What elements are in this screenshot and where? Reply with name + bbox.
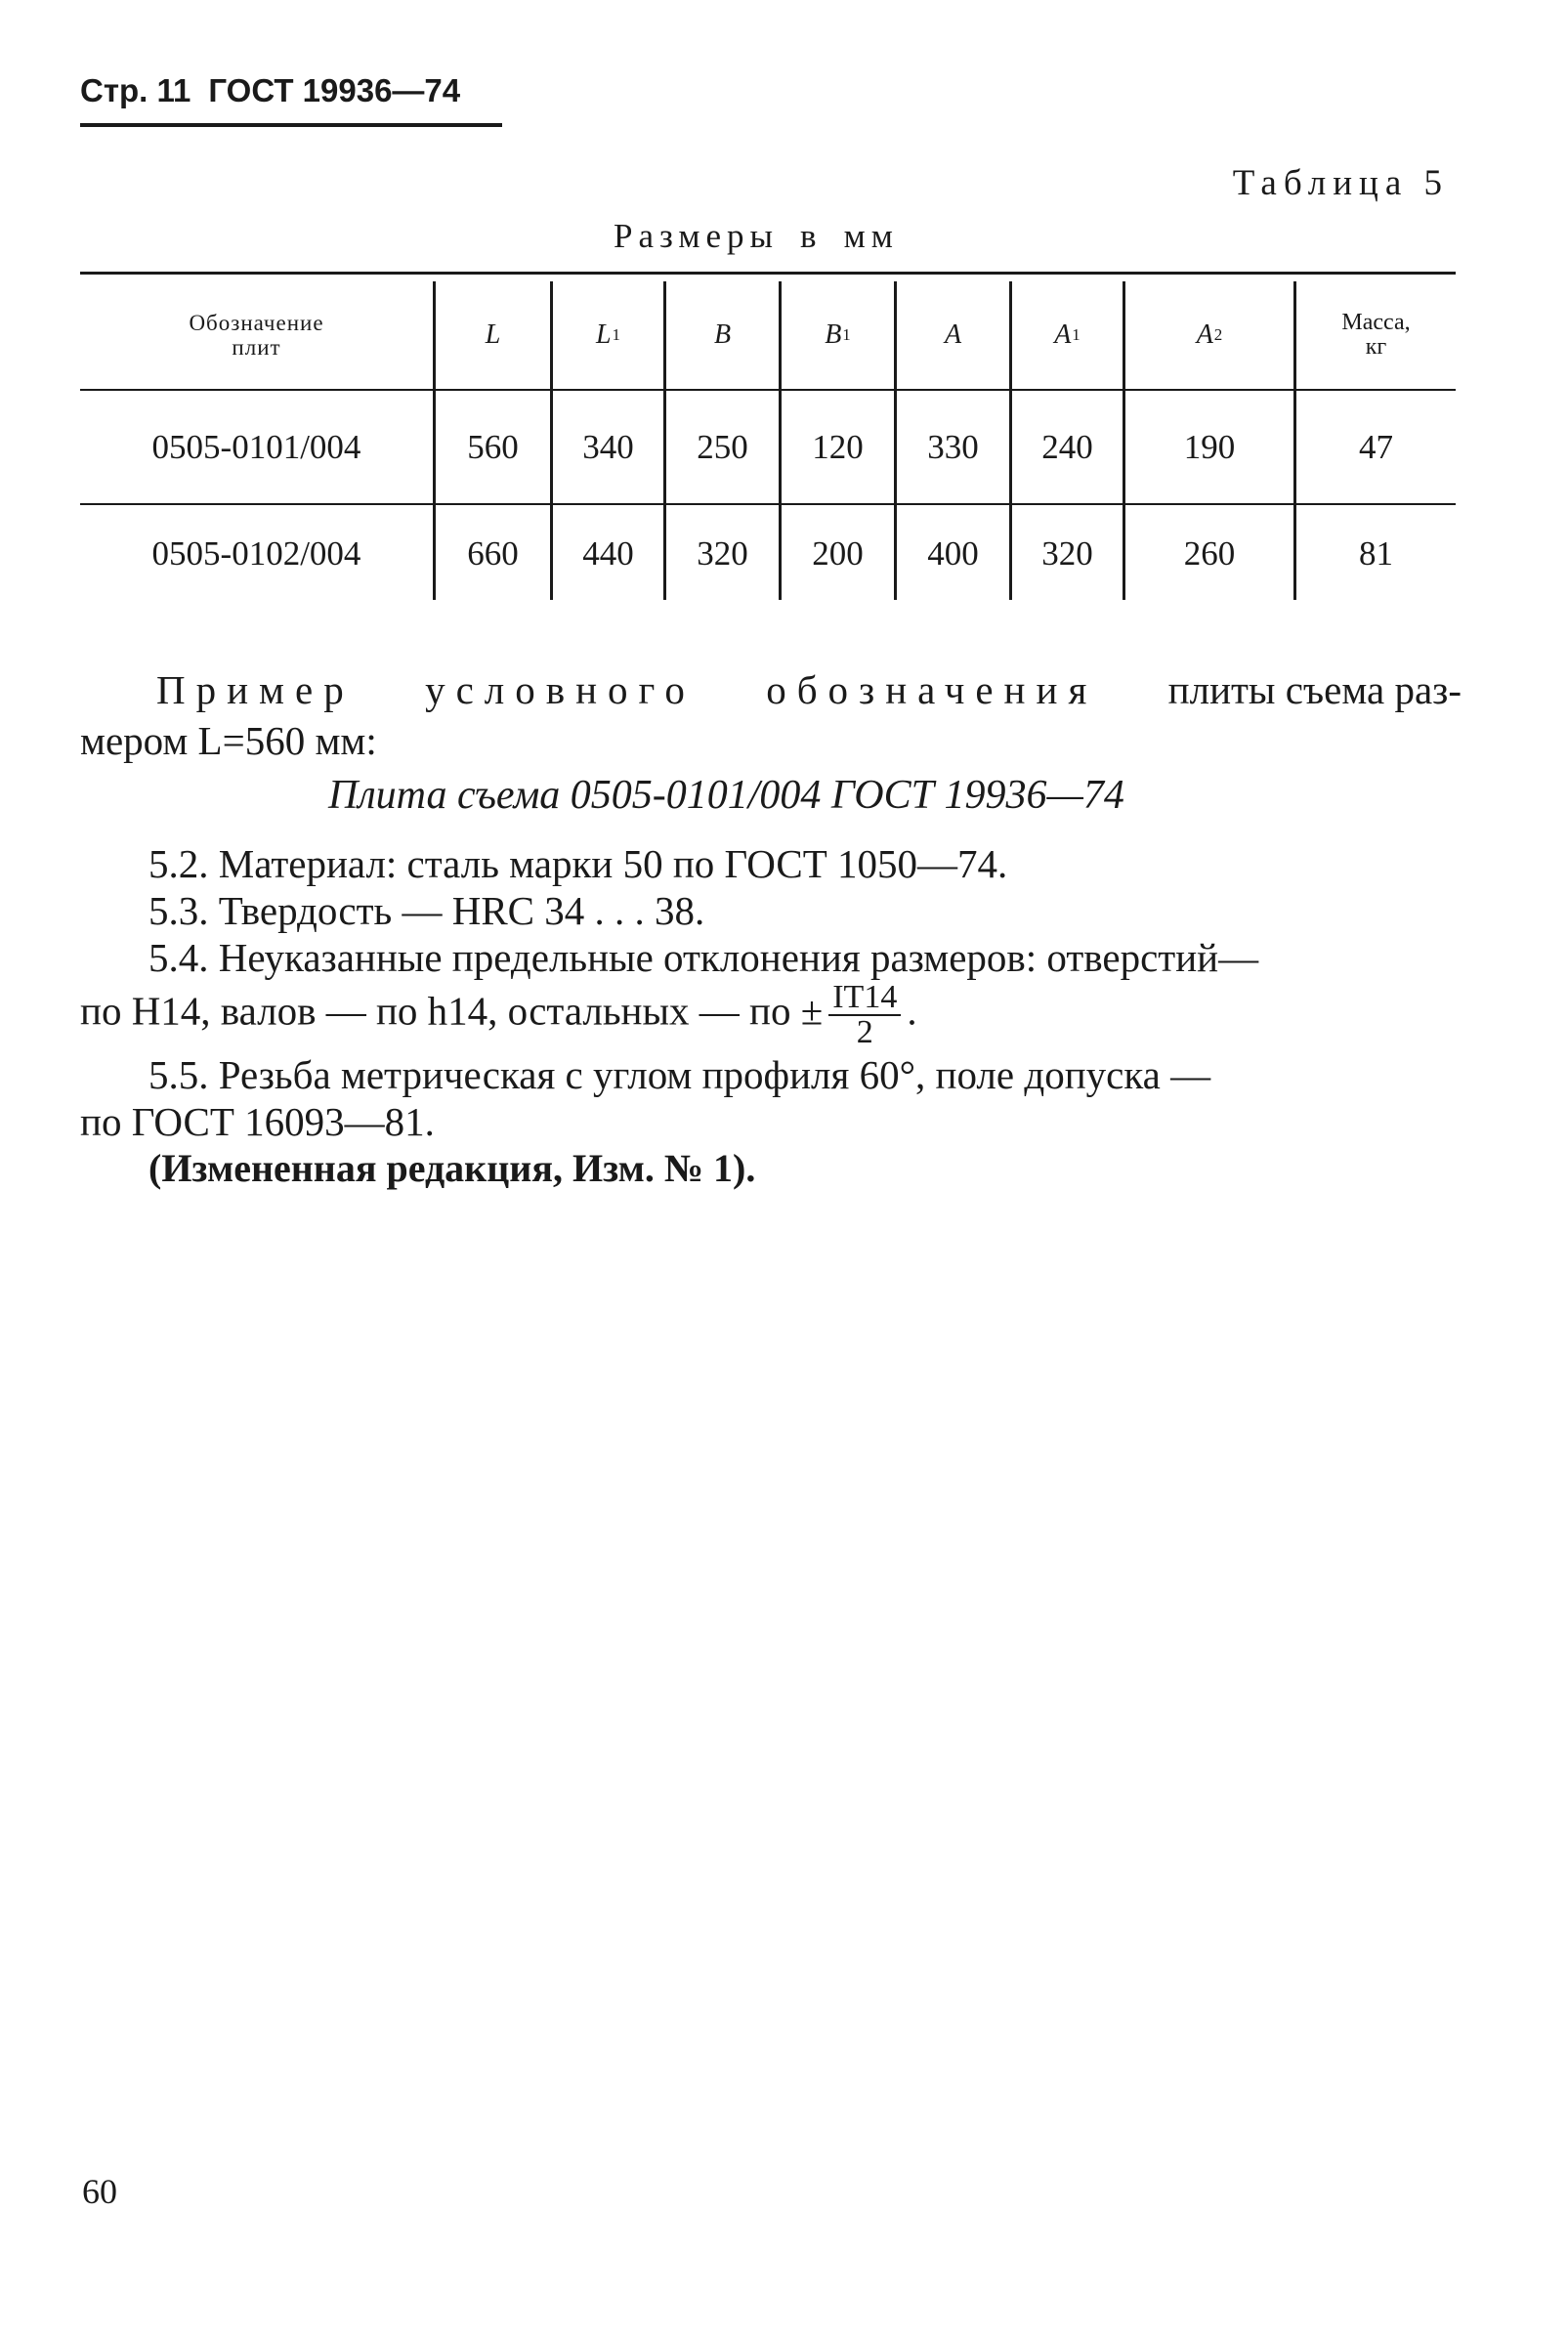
table-cell: 250 (697, 427, 748, 466)
item-5-4-text: по Н14, валов — по h14, остальных — по ± (80, 988, 824, 1034)
table-cell: 260 (1183, 534, 1236, 573)
table-cell: 660 (467, 534, 519, 573)
table-cell: 320 (697, 534, 748, 573)
table-cell: 330 (927, 427, 979, 466)
page-label: Стр. 11 (80, 72, 191, 108)
header-designation (80, 281, 433, 389)
item-5-4-line2 (80, 981, 917, 1049)
header-mass-line1: Масса, (1341, 310, 1411, 335)
header-B1 (782, 281, 894, 389)
table-cell: 190 (1183, 427, 1236, 466)
table-cell: 240 (1041, 427, 1093, 466)
header-designation-line2: плит (232, 335, 281, 360)
table-cell: 400 (927, 534, 979, 573)
header-A2 (1125, 281, 1293, 389)
item-5-5-line1: 5.5. Резьба метрическая с углом профиля 60°, поле допуска — (148, 1052, 1211, 1097)
table-top-rule (80, 272, 1456, 275)
example-word-2: условного (425, 667, 696, 712)
table-cell: 560 (467, 427, 519, 466)
revision-note: (Измененная редакция, Изм. № 1). (148, 1146, 756, 1190)
table-cell: 440 (582, 534, 634, 573)
header-A2-symbol: A (1196, 319, 1213, 350)
table-cell: 320 (1041, 534, 1093, 573)
item-5-4-line1: 5.4. Неуказанные предельные отклонения размеров: отверстий— (148, 935, 1259, 980)
example-paragraph-line1 (156, 664, 1462, 715)
header-L: L (485, 319, 501, 350)
header-B1-symbol: B (825, 319, 842, 350)
header-designation-line1: Обозначение (189, 311, 324, 335)
fraction-it14-over-2 (828, 981, 901, 1049)
header-L1-symbol: L (595, 319, 612, 350)
page-header (80, 72, 460, 109)
fraction-numerator: IT14 (828, 981, 901, 1016)
units-mm: мм (843, 217, 899, 255)
units-label (614, 217, 899, 256)
table-cell: 47 (1359, 427, 1393, 466)
item-5-5-line2: по ГОСТ 16093—81. (80, 1099, 435, 1144)
units-word: Размеры (614, 217, 780, 255)
header-A1-symbol: A (1054, 319, 1072, 350)
example-word-1: Пример (156, 667, 355, 712)
item-5-2: 5.2. Материал: сталь марки 50 по ГОСТ 1050—74. (148, 841, 1008, 886)
item-5-3: 5.3. Твердость — HRC 34 . . . 38. (148, 888, 705, 933)
example-word-3: обозначения (766, 667, 1098, 712)
table-cell: 0505-0102/004 (151, 534, 361, 573)
table-cell: 81 (1359, 534, 1393, 573)
header-B1-subscript: 1 (842, 325, 851, 344)
header-L1 (553, 281, 663, 389)
header-L1-subscript: 1 (612, 325, 621, 344)
table-cell: 200 (812, 534, 864, 573)
example-paragraph-line2: мером L=560 мм: (80, 718, 377, 763)
header-B: B (713, 319, 732, 350)
page-number: 60 (82, 2172, 117, 2211)
table-label: Таблица 5 (1232, 163, 1449, 203)
dimensions-table (80, 272, 1456, 614)
example-rest: плиты съема раз- (1167, 667, 1462, 712)
header-A1-subscript: 1 (1072, 325, 1081, 344)
example-designation: Плита съема 0505-0101/004 ГОСТ 19936—74 (328, 773, 1124, 818)
header-A: A (944, 319, 962, 350)
item-5-4-end: . (907, 988, 917, 1034)
table-cell: 120 (812, 427, 864, 466)
standard-number: ГОСТ 19936—74 (208, 72, 461, 108)
header-mass-line2: кг (1365, 334, 1387, 360)
table-cell: 0505-0101/004 (151, 427, 361, 466)
header-rule (80, 123, 502, 127)
table-cell: 340 (582, 427, 634, 466)
fraction-denominator: 2 (856, 1014, 873, 1050)
header-A1 (1012, 281, 1123, 389)
units-in: в (800, 217, 823, 255)
header-mass (1296, 281, 1456, 389)
header-A2-subscript: 2 (1213, 325, 1223, 344)
